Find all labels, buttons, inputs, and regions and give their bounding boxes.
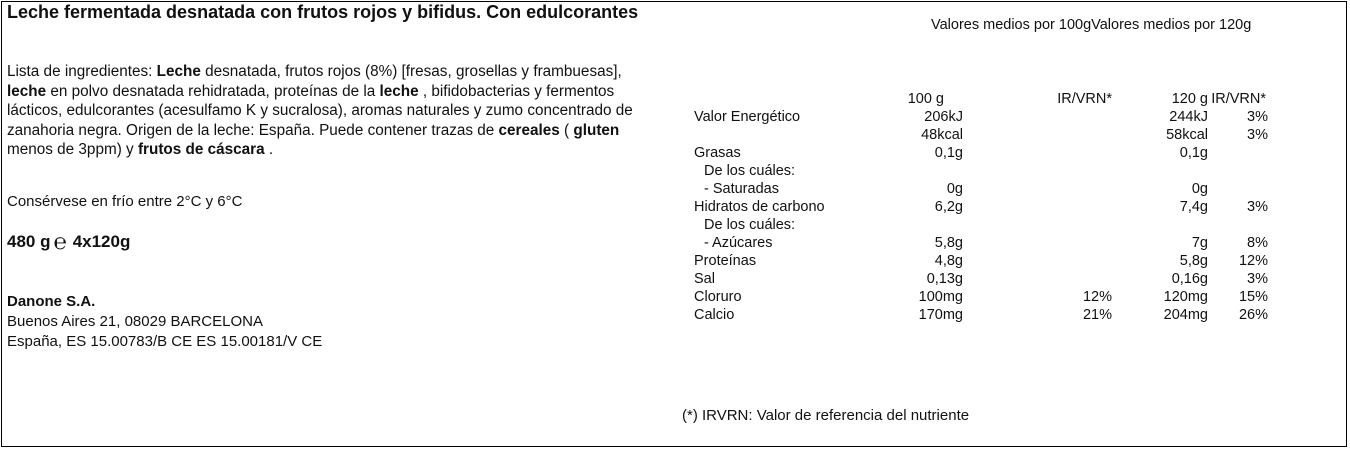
ingredients-text [7,62,647,160]
nutrient-label: Calcio [694,307,735,323]
nutrition-row [694,216,1274,234]
nutrition-row [694,162,1274,180]
company-info [7,292,322,352]
net-weight [7,229,131,254]
irvrn-per-120g: 3% [1247,127,1268,143]
nutrient-label: Hidratos de carbono [694,199,825,215]
nutrition-column-titles [931,17,1251,33]
irvrn-per-120g: 12% [1238,253,1268,269]
value-per-100g: 0,13g [926,271,963,287]
value-per-120g: 244kJ [1169,109,1208,125]
value-per-120g: 204mg [1163,307,1208,323]
nutrient-label: Cloruro [694,289,742,305]
value-per-120g: 7,4g [1179,199,1208,215]
header-120g: 120 g [1171,91,1208,107]
ingredient-text: ( [559,121,574,139]
nutrient-label: - Saturadas [704,181,779,197]
allergen-text: cereales [498,121,560,139]
pack-format: 4x120g [72,232,131,251]
value-per-100g: 6,2g [934,199,963,215]
irvrn-per-120g: 15% [1238,289,1268,305]
value-per-120g: 7g [1191,235,1208,251]
ingredient-text: en polvo desnatada rehidratada, proteínas de la [46,82,380,100]
value-per-100g: 206kJ [924,109,963,125]
nutrition-table [694,90,1274,324]
nutrient-label: Valor Energético [694,109,801,125]
nutrient-label: - Azúcares [704,235,773,251]
value-per-100g: 4,8g [934,253,963,269]
irvrn-per-120g: 3% [1247,271,1268,287]
allergen-text: gluten [573,121,620,139]
value-per-100g: 0g [946,181,963,197]
nutrition-row [694,108,1274,126]
nutrient-label: Grasas [694,145,741,161]
irvrn-per-120g: 26% [1238,307,1268,323]
nutrition-row [694,144,1274,162]
value-per-100g: 0,1g [934,145,963,161]
header-100g: 100 g [907,91,944,107]
header-irvrn-100g: IR/VRN* [1057,91,1112,107]
nutrition-row [694,234,1274,252]
ingredient-text: Lista de ingredientes: [7,63,157,80]
irvrn-per-120g: 8% [1247,235,1268,251]
irvrn-per-120g: 3% [1247,199,1268,215]
nutrient-label: Proteínas [694,253,757,269]
nutrition-row [694,198,1274,216]
value-per-100g: 48kcal [921,127,963,143]
net-weight-value: 480 g [7,232,51,251]
value-per-120g: 0,16g [1171,271,1208,287]
product-title: Leche fermentada desnatada con frutos rojos y bifidus. Con edulcorantes [7,2,639,22]
company-name: Danone S.A. [7,293,96,310]
nutrition-row [694,180,1274,198]
header-irvrn-120g: IR/VRN* [1211,91,1266,107]
nutrient-label: De los cuáles: [704,163,796,179]
ingredient-text: menos de 3ppm) y [7,141,138,158]
nutrition-row [694,270,1274,288]
value-per-100g: 100mg [918,289,963,305]
company-registry: España, ES 15.00783/B CE ES 15.00181/V CE [7,333,323,350]
allergen-text: frutos de cáscara [137,141,265,158]
nutrition-header-row [694,90,1274,108]
value-per-120g: 0g [1191,181,1208,197]
estimated-sign-icon: ℮ [53,229,67,254]
value-per-120g: 5,8g [1179,253,1208,269]
nutrition-row [694,288,1274,306]
ingredient-text: desnatada, frutos rojos (8%) [fresas, grosellas y frambuesas], [200,63,622,80]
nutrition-rows [694,108,1274,324]
column-title-100g: Valores medios por 100g [931,17,1092,33]
value-per-100g: 170mg [918,307,963,323]
irvrn-per-120g: 3% [1247,109,1268,125]
value-per-100g: 5,8g [934,235,963,251]
storage-instructions: Consérvese en frío entre 2°C y 6°C [7,193,243,210]
allergen-text: leche [379,82,419,100]
value-per-120g: 58kcal [1166,127,1208,143]
ingredient-text: , bifidobacterias y fermentos lácticos, edulcorantes (acesulfamo K y sucralosa), aromas naturales y zumo concentrado de zanahoria negra. Origen de la leche: España. Puede contener trazas de [7,82,633,139]
nutrition-footnote: (*) IRVRN: Valor de referencia del nutriente [682,407,970,424]
irvrn-per-100g: 21% [1082,307,1112,323]
ingredient-text: . [264,141,274,158]
value-per-120g: 120mg [1163,289,1208,305]
column-title-120g: Valores medios por 120g [1091,17,1252,33]
allergen-text: leche [7,82,47,100]
company-address: Buenos Aires 21, 08029 BARCELONA [7,313,263,330]
nutrient-label: Sal [694,271,715,287]
allergen-text: Leche [156,63,201,80]
nutrition-row [694,306,1274,324]
nutrient-label: De los cuáles: [704,217,796,233]
value-per-120g: 0,1g [1179,145,1208,161]
irvrn-per-100g: 12% [1082,289,1112,305]
nutrition-row [694,252,1274,270]
nutrition-row [694,126,1274,144]
